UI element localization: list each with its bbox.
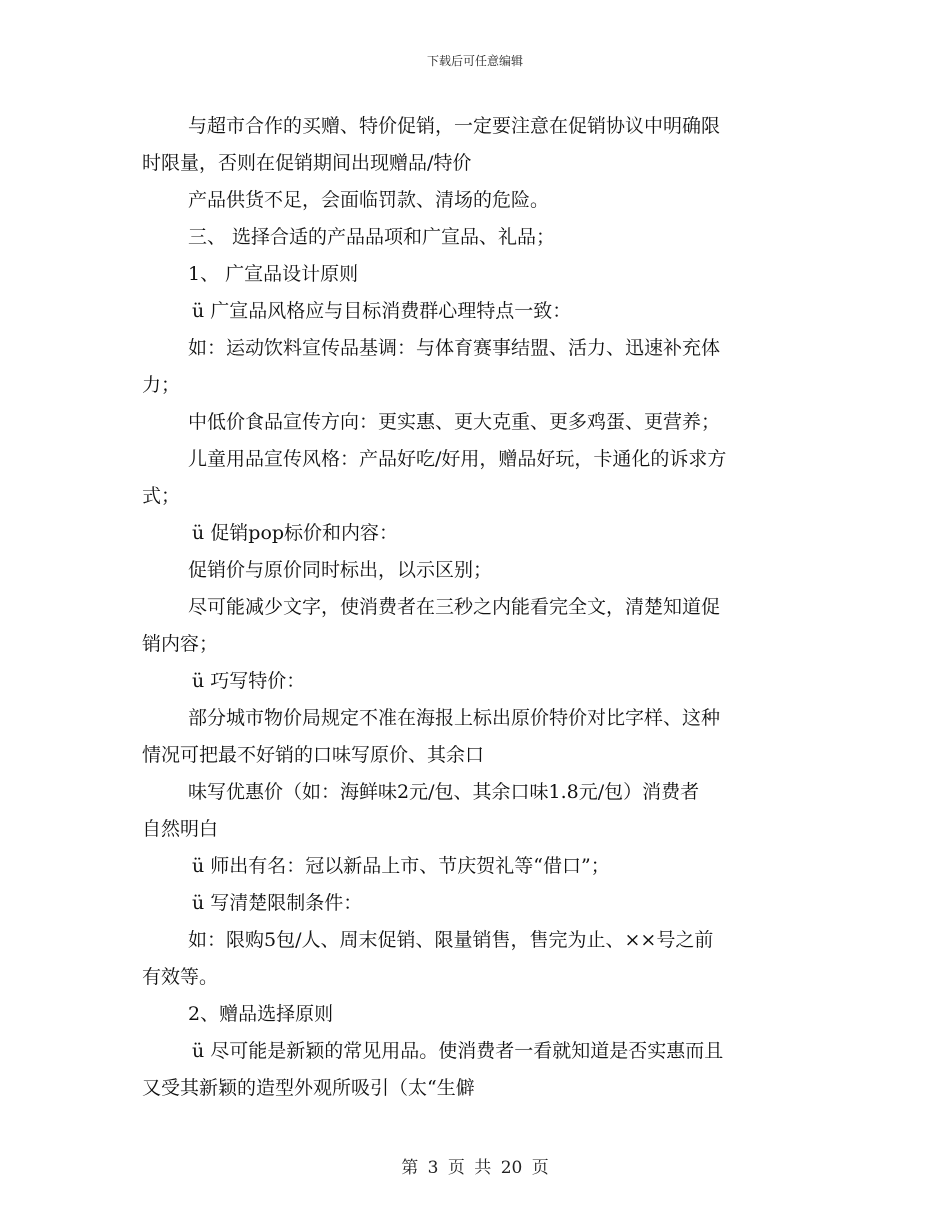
paragraph-line: 力； [142, 374, 181, 396]
paragraph-line: ü 巧写特价： [192, 670, 306, 692]
paragraph-line: ü 尽可能是新颖的常见用品。使消费者一看就知道是否实惠而且 [192, 1040, 724, 1062]
paragraph-line: 自然明白 [142, 818, 219, 840]
paragraph-line: 有效等。 [142, 966, 219, 988]
paragraph-line: 销内容； [142, 633, 219, 655]
paragraph-line: 三、 选择合适的产品品项和广宣品、礼品； [188, 226, 556, 248]
paragraph-line: 儿童用品宣传风格：产品好吃/好用，赠品好玩，卡通化的诉求方 [188, 448, 727, 470]
paragraph-line: 2、赠品选择原则 [188, 1003, 334, 1025]
paragraph-line: 如：运动饮料宣传品基调：与体育赛事结盟、活力、迅速补充体 [188, 337, 721, 359]
paragraph-line: ü 师出有名：冠以新品上市、节庆贺礼等“借口”； [192, 855, 610, 877]
page-footer: 第 3 页 共 20 页 [401, 1158, 549, 1178]
paragraph-line: 情况可把最不好销的口味写原价、其余口 [142, 744, 485, 766]
paragraph-line: 1、 广宣品设计原则 [188, 263, 359, 285]
paragraph-line: 味写优惠价（如：海鲜味2元/包、其余口味1.8元/包）消费者 [188, 781, 700, 803]
page-header: 下载后可任意编辑 [426, 54, 523, 68]
paragraph-line: 中低价食品宣传方向：更实惠、更大克重、更多鸡蛋、更营养； [188, 411, 721, 433]
paragraph-line: 与超市合作的买赠、特价促销，一定要注意在促销协议中明确限 [188, 115, 721, 137]
paragraph-line: 产品供货不足，会面临罚款、清场的危险。 [188, 189, 550, 211]
paragraph-line: ü 广宣品风格应与目标消费群心理特点一致： [192, 300, 572, 322]
paragraph-line: ü 促销pop标价和内容： [192, 522, 399, 544]
paragraph-line: 如：限购5包/人、周末促销、限量销售，售完为止、××号之前 [188, 929, 714, 951]
paragraph-line: 式； [142, 485, 181, 507]
paragraph-line: 时限量，否则在促销期间出现赠品/特价 [142, 152, 472, 174]
paragraph-line: 促销价与原价同时标出，以示区别； [188, 559, 493, 581]
paragraph-line: 部分城市物价局规定不准在海报上标出原价特价对比字样、这种 [188, 707, 721, 729]
paragraph-line: 尽可能减少文字，使消费者在三秒之内能看完全文，清楚知道促 [188, 596, 721, 618]
document-body [142, 108, 810, 1107]
paragraph-line: ü 写清楚限制条件： [192, 892, 363, 914]
paragraph-line: 又受其新颖的造型外观所吸引（太“生僻 [142, 1077, 475, 1099]
